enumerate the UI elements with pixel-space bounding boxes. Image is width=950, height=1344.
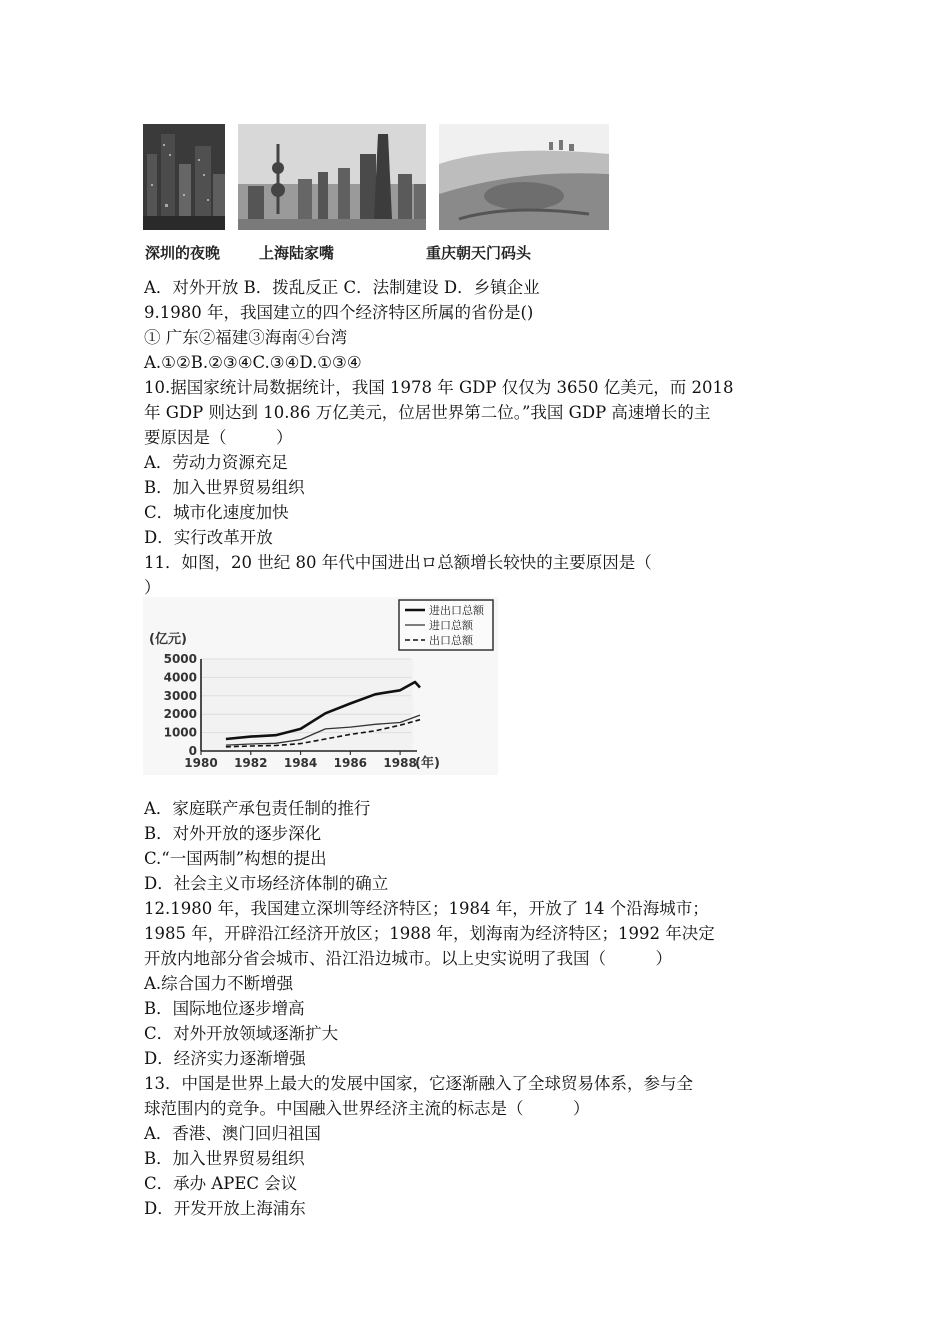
q12-option-c: C．对外开放领域逐渐扩大 — [144, 1024, 339, 1043]
y-tick-label: 0 — [188, 744, 197, 758]
photo-caption-shenzhen: 深圳的夜晚 — [145, 244, 221, 262]
q10-stem-line3: 要原因是（ ） — [144, 428, 293, 447]
q11-option-b: B．对外开放的逐步深化 — [144, 824, 322, 843]
q13-stem-line2: 球范围内的竞争。中国融入世界经济主流的标志是（ ） — [144, 1099, 590, 1118]
q9-stem: 9.1980 年，我国建立的四个经济特区所属的省份是() — [144, 303, 534, 322]
shanghai-lujiazui-photo — [238, 124, 426, 230]
y-axis-label: (亿元) — [149, 632, 187, 647]
q10-stem-line1: 10.据国家统计局数据统计，我国 1978 年 GDP 仅仅为 3650 亿美元，而 2018 — [144, 378, 734, 397]
q12-stem-line1: 12.1980 年，我国建立深圳等经济特区；1984 年，开放了 14 个沿海城市； — [144, 899, 709, 918]
q12-stem-line3: 开放内地部分省会城市、沿江沿边城市。以上史实说明了我国（ ） — [144, 949, 672, 968]
q13-option-c: C．承办 APEC 会议 — [144, 1174, 298, 1193]
y-tick-label: 1000 — [163, 725, 197, 740]
q8-options: A．对外开放 B．拨乱反正 C．法制建设 D．乡镇企业 — [144, 278, 540, 297]
y-tick-label: 3000 — [163, 688, 197, 703]
trade-volume-chart — [143, 597, 498, 775]
q11-option-c: C.“一国两制”构想的提出 — [144, 849, 327, 868]
q10-option-b: B．加入世界贸易组织 — [144, 478, 305, 497]
chongqing-chaotianmen-photo — [439, 124, 609, 230]
q13-option-b: B．加入世界贸易组织 — [144, 1149, 305, 1168]
q11-stem-line1: 11．如图，20 世纪 80 年代中国进出ロ总额增长较快的主要原因是（ — [144, 553, 652, 572]
x-tick-label: 1980 — [184, 756, 218, 770]
photo-caption-shanghai: 上海陆家嘴 — [259, 244, 335, 262]
q9-items: ① 广东②福建③海南④台湾 — [144, 328, 348, 347]
shenzhen-night-photo — [143, 124, 225, 230]
x-tick-label: 1984 — [283, 756, 318, 770]
q11-stem-line2: ） — [144, 578, 161, 597]
q12-option-d: D．经济实力逐渐增强 — [144, 1049, 306, 1068]
y-tick-label: 4000 — [163, 670, 197, 685]
photo-caption-chongqing: 重庆朝天门码头 — [426, 244, 532, 262]
q12-stem-line2: 1985 年，开辟沿江经济开放区；1988 年，划海南为经济特区；1992 年决定 — [144, 924, 715, 943]
q13-option-d: D．开发开放上海浦东 — [144, 1199, 306, 1218]
legend-label-1: 进口总额 — [429, 619, 473, 632]
x-tick-label: 1988 — [383, 756, 417, 770]
q11-option-a: A．家庭联产承包责任制的推行 — [144, 799, 371, 818]
y-tick-label: 2000 — [163, 707, 197, 722]
x-tick-label: 1986 — [333, 756, 368, 770]
q13-stem-line1: 13．中国是世界上最大的发展中国家，它逐渐融入了全球贸易体系，参与全 — [144, 1074, 693, 1093]
legend-label-2: 出口总额 — [429, 634, 473, 647]
legend-label-0: 进出口总额 — [429, 604, 484, 617]
x-axis-label: (年) — [415, 756, 440, 771]
q10-option-d: D．实行改革开放 — [144, 528, 273, 547]
photo-strip — [143, 124, 613, 269]
y-tick-label: 5000 — [163, 652, 197, 666]
trade-volume-chart-svg — [143, 597, 498, 775]
chart-legend — [399, 600, 493, 650]
q12-option-a: A.综合国力不断增强 — [144, 974, 294, 993]
q11-option-d: D．社会主义市场经济体制的确立 — [144, 874, 389, 893]
q9-options: A.①②B.②③④C.③④D.①③④ — [144, 353, 362, 372]
q10-option-c: C．城市化速度加快 — [144, 503, 289, 522]
x-tick-label: 1982 — [234, 756, 268, 770]
q10-stem-line2: 年 GDP 则达到 10.86 万亿美元，位居世界第二位。”我国 GDP 高速增长的主 — [144, 403, 711, 422]
q10-option-a: A．劳动力资源充足 — [144, 453, 288, 472]
q13-option-a: A．香港、澳门回归祖国 — [144, 1124, 321, 1143]
q12-option-b: B．国际地位逐步增高 — [144, 999, 305, 1018]
